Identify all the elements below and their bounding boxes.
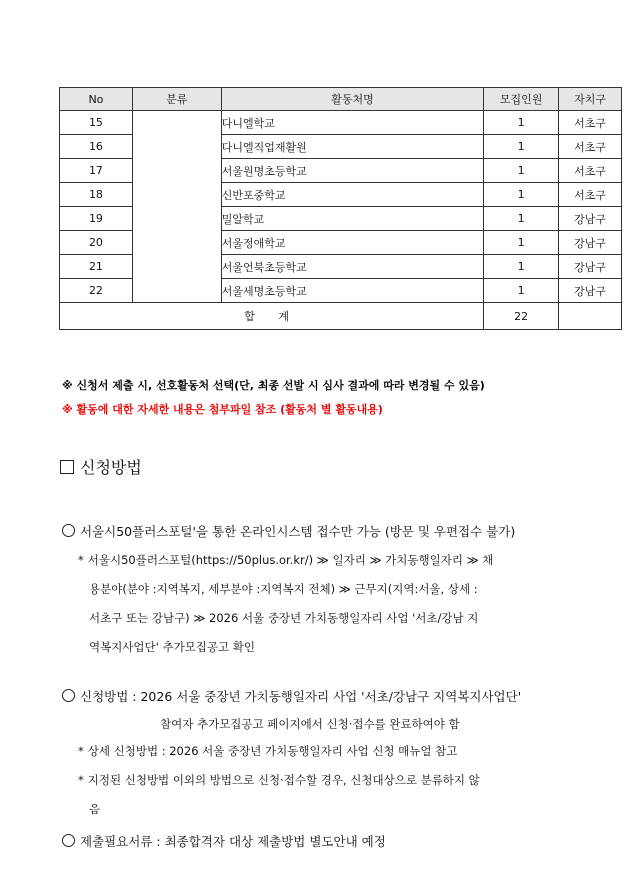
detailed-method-note	[78, 737, 480, 824]
portal-path-line: 서초구 또는 강남구) ≫ 2026 서울 중장년 가치동행일자리 사업 '서초/강남 지	[89, 611, 479, 625]
row-district: 강남구	[559, 207, 622, 231]
section-title	[60, 455, 142, 478]
row-name: 신반포중학교	[221, 183, 483, 207]
total-label-cell	[60, 303, 484, 330]
row-no: 16	[60, 135, 133, 159]
required-documents-text: 제출필요서류 : 최종합격자 대상 제출방법 별도안내 예정	[80, 834, 386, 849]
application-method-item	[62, 687, 521, 705]
row-count: 1	[484, 111, 559, 135]
row-count: 1	[484, 255, 559, 279]
asterisk-icon: *	[78, 773, 84, 787]
row-name: 서울정애학교	[221, 231, 483, 255]
application-method-text: 신청방법 : 2026 서울 중장년 가치동행일자리 사업 '서초/강남구 지역복지사업단'	[80, 689, 522, 704]
category-cell	[132, 111, 221, 303]
row-no: 21	[60, 255, 133, 279]
row-district: 강남구	[559, 279, 622, 303]
header-activity-place: 활동처명	[221, 88, 483, 111]
table-total-row	[60, 303, 622, 330]
row-no: 19	[60, 207, 133, 231]
circle-bullet-icon	[62, 689, 75, 702]
row-district: 서초구	[559, 111, 622, 135]
row-count: 1	[484, 183, 559, 207]
circle-bullet-icon	[62, 834, 75, 847]
row-name: 다니엘직업재활원	[221, 135, 483, 159]
row-no: 15	[60, 111, 133, 135]
row-no: 18	[60, 183, 133, 207]
total-label: 합 계	[244, 310, 299, 323]
row-count: 1	[484, 279, 559, 303]
row-district: 서초구	[559, 183, 622, 207]
row-count: 1	[484, 135, 559, 159]
row-no: 22	[60, 279, 133, 303]
row-no: 17	[60, 159, 133, 183]
row-name: 서울원명초등학교	[221, 159, 483, 183]
detailed-method-text: 상세 신청방법 : 2026 서울 중장년 가치동행일자리 사업 신청 매뉴얼 참고	[87, 744, 458, 758]
application-method-continuation: 참여자 추가모집공고 페이지에서 신청·접수를 완료하여야 함	[160, 717, 460, 731]
row-name: 서울언북초등학교	[221, 255, 483, 279]
row-district: 강남구	[559, 231, 622, 255]
other-method-line: 음	[89, 802, 101, 816]
circle-bullet-icon	[62, 524, 75, 537]
online-application-item	[62, 522, 515, 540]
required-documents-item	[62, 832, 386, 850]
header-recruit-count: 모집인원	[484, 88, 559, 111]
detailed-method-line	[78, 737, 480, 766]
row-name: 서울세명초등학교	[221, 279, 483, 303]
row-count: 1	[484, 159, 559, 183]
other-method-line	[78, 766, 480, 795]
total-count: 22	[484, 303, 559, 330]
selection-note: ※ 신청서 제출 시, 선호활동처 선택(단, 최종 선발 시 심사 결과에 따라 변경될 수 있음)	[62, 379, 485, 392]
row-no: 20	[60, 231, 133, 255]
portal-path-line: 용분야(분야 :지역복지, 세부분야 :지역복지 전체) ≫ 근무지(지역:서울, 상세 :	[89, 582, 478, 596]
table-header-row	[60, 88, 622, 111]
portal-path-note	[78, 546, 493, 662]
row-district: 서초구	[559, 135, 622, 159]
checkbox-square-icon	[60, 460, 74, 474]
section-title-text: 신청방법	[80, 458, 142, 477]
portal-path-line	[78, 546, 493, 575]
header-no: No	[60, 88, 133, 111]
activity-table	[59, 87, 622, 330]
row-district: 강남구	[559, 255, 622, 279]
asterisk-icon: *	[78, 553, 84, 567]
header-district: 자치구	[559, 88, 622, 111]
row-name: 다니엘학교	[221, 111, 483, 135]
row-district: 서초구	[559, 159, 622, 183]
online-application-text: 서울시50플러스포털'을 통한 온라인시스템 접수만 가능 (방문 및 우편접수 불가)	[80, 524, 516, 539]
portal-path-text: 서울시50플러스포털(https://50plus.or.kr/) ≫ 일자리 ≫ 가치동행일자리 ≫ 채	[87, 553, 494, 567]
row-count: 1	[484, 207, 559, 231]
row-name: 밀알학교	[221, 207, 483, 231]
portal-path-line: 역복지사업단' 추가모집공고 확인	[89, 640, 255, 654]
total-district-cell	[559, 303, 622, 330]
other-method-text: 지정된 신청방법 이외의 방법으로 신청·접수할 경우, 신청대상으로 분류하지 않	[87, 773, 480, 787]
asterisk-icon: *	[78, 744, 84, 758]
row-count: 1	[484, 231, 559, 255]
header-category: 분류	[132, 88, 221, 111]
attachment-note: ※ 활동에 대한 자세한 내용은 첨부파일 참조 (활동처 별 활동내용)	[62, 403, 383, 416]
table-row	[60, 111, 622, 135]
